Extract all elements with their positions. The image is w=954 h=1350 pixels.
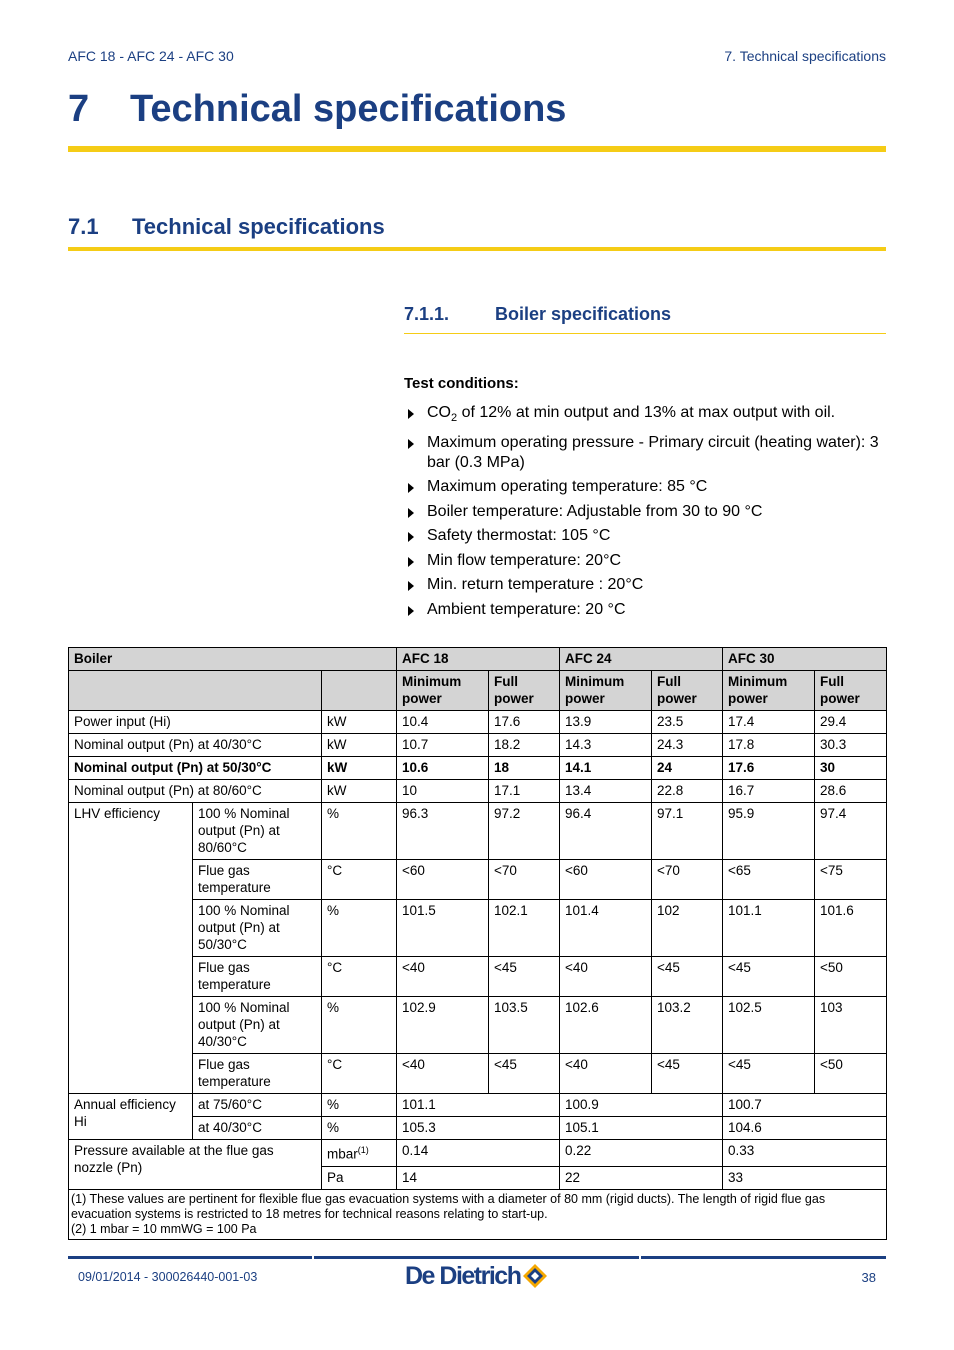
value-cell: 103.5 bbox=[489, 997, 560, 1054]
value-cell: <40 bbox=[397, 957, 489, 997]
unit-cell: % bbox=[322, 1117, 397, 1140]
condition-text: Maximum operating temperature: 85 °C bbox=[427, 478, 708, 496]
header-cell bbox=[322, 671, 397, 711]
value-cell: <45 bbox=[652, 957, 723, 997]
row-sublabel: Flue gas temperature bbox=[193, 1054, 322, 1094]
value-cell: 102.9 bbox=[397, 997, 489, 1054]
value-cell: 16.7 bbox=[723, 780, 815, 803]
value-cell: 14.3 bbox=[560, 734, 652, 757]
row-label: Nominal output (Pn) at 50/30°C bbox=[69, 757, 322, 780]
value-cell: 14.1 bbox=[560, 757, 652, 780]
bullet-arrow-icon bbox=[408, 508, 414, 518]
value-cell: <45 bbox=[723, 1054, 815, 1094]
value-cell: <75 bbox=[815, 860, 887, 900]
header-cell: Boiler bbox=[69, 648, 397, 671]
footer-doc-ref: 09/01/2014 - 300026440-001-03 bbox=[78, 1270, 258, 1284]
value-cell: <40 bbox=[560, 957, 652, 997]
value-cell: 96.4 bbox=[560, 803, 652, 860]
value-cell: 97.2 bbox=[489, 803, 560, 860]
value-cell: 102.6 bbox=[560, 997, 652, 1054]
value-cell: 23.5 bbox=[652, 711, 723, 734]
unit-cell: kW bbox=[322, 711, 397, 734]
value-cell: <45 bbox=[489, 1054, 560, 1094]
row-sublabel: at 40/30°C bbox=[193, 1117, 322, 1140]
boiler-spec-table bbox=[68, 647, 887, 1240]
list-item bbox=[404, 526, 886, 546]
footer-rule bbox=[314, 1256, 639, 1259]
value-cell: <70 bbox=[489, 860, 560, 900]
section-rule bbox=[68, 247, 886, 251]
unit-cell: kW bbox=[322, 757, 397, 780]
header-cell: Minimum power bbox=[723, 671, 815, 711]
value-cell: 101.1 bbox=[397, 1094, 560, 1117]
row-sublabel: 100 % Nominal output (Pn) at 40/30°C bbox=[193, 997, 322, 1054]
condition-text: Min flow temperature: 20°C bbox=[427, 551, 622, 569]
test-conditions-title: Test conditions: bbox=[404, 375, 519, 392]
value-cell: 14 bbox=[397, 1166, 560, 1189]
value-cell: 0.14 bbox=[397, 1140, 560, 1167]
value-cell: 22 bbox=[560, 1166, 723, 1189]
value-cell: 29.4 bbox=[815, 711, 887, 734]
list-item bbox=[404, 502, 886, 522]
value-cell: 24 bbox=[652, 757, 723, 780]
value-cell: 97.4 bbox=[815, 803, 887, 860]
value-cell: 102 bbox=[652, 900, 723, 957]
value-cell: 96.3 bbox=[397, 803, 489, 860]
footnote-row bbox=[69, 1189, 887, 1239]
unit-cell: Pa bbox=[322, 1166, 397, 1189]
value-cell: 0.22 bbox=[560, 1140, 723, 1167]
value-cell: 101.1 bbox=[723, 900, 815, 957]
row-label: Pressure available at the flue gas nozzle (Pn) bbox=[69, 1140, 322, 1190]
footer-rule bbox=[641, 1256, 886, 1259]
value-cell: 17.8 bbox=[723, 734, 815, 757]
value-cell: <60 bbox=[560, 860, 652, 900]
table-row bbox=[69, 711, 887, 734]
bullet-arrow-icon bbox=[408, 439, 414, 449]
value-cell: 17.6 bbox=[723, 757, 815, 780]
row-label: Nominal output (Pn) at 40/30°C bbox=[69, 734, 322, 757]
header-cell: Minimum power bbox=[560, 671, 652, 711]
footnote: (1) These values are pertinent for flexible flue gas evacuation systems with a diameter of 80 mm (rigid ducts). The length of rigid flue gas evacuation systems is restricted to 18 metres for technical reasons relating to start-up. bbox=[71, 1191, 826, 1221]
value-cell: 10.6 bbox=[397, 757, 489, 780]
table-subheader-row bbox=[69, 671, 887, 711]
value-cell: 10.7 bbox=[397, 734, 489, 757]
value-cell: 10 bbox=[397, 780, 489, 803]
bullet-arrow-icon bbox=[408, 581, 414, 591]
subsection-title bbox=[404, 304, 671, 325]
header-cell: AFC 30 bbox=[723, 648, 887, 671]
unit-cell: % bbox=[322, 1094, 397, 1117]
bullet-arrow-icon bbox=[408, 483, 414, 493]
unit-cell: kW bbox=[322, 780, 397, 803]
subsection-title-text: Boiler specifications bbox=[495, 304, 672, 324]
value-cell: 10.4 bbox=[397, 711, 489, 734]
row-sublabel: Flue gas temperature bbox=[193, 957, 322, 997]
value-cell: <70 bbox=[652, 860, 723, 900]
chapter-title-text: Technical specifications bbox=[130, 88, 567, 130]
value-cell: 103 bbox=[815, 997, 887, 1054]
value-cell: 97.1 bbox=[652, 803, 723, 860]
row-sublabel: 100 % Nominal output (Pn) at 80/60°C bbox=[193, 803, 322, 860]
unit-cell: °C bbox=[322, 860, 397, 900]
row-sublabel: Flue gas temperature bbox=[193, 860, 322, 900]
list-item bbox=[404, 433, 886, 473]
table-row bbox=[69, 780, 887, 803]
condition-text: Ambient temperature: 20 °C bbox=[427, 600, 626, 618]
condition-text: Boiler temperature: Adjustable from 30 to 90 °C bbox=[427, 502, 763, 520]
section-title bbox=[68, 214, 385, 240]
value-cell: 17.1 bbox=[489, 780, 560, 803]
value-cell: 0.33 bbox=[723, 1140, 887, 1167]
co2-condition-text: of 12% at min output and 13% at max output with oil. bbox=[457, 404, 836, 421]
list-item bbox=[404, 575, 886, 595]
list-item bbox=[404, 600, 886, 620]
row-label: Power input (Hi) bbox=[69, 711, 322, 734]
value-cell: 101.5 bbox=[397, 900, 489, 957]
unit-cell: kW bbox=[322, 734, 397, 757]
subsection-rule bbox=[404, 333, 886, 334]
value-cell: 18.2 bbox=[489, 734, 560, 757]
chapter-number: 7 bbox=[68, 88, 90, 130]
list-item bbox=[404, 551, 886, 571]
value-cell: 24.3 bbox=[652, 734, 723, 757]
header-chapter: 7. Technical specifications bbox=[724, 48, 886, 64]
value-cell: <45 bbox=[652, 1054, 723, 1094]
unit-cell: mbar$^{(1)}$ bbox=[322, 1140, 397, 1167]
subsection-number: 7.1.1. bbox=[404, 304, 450, 324]
value-cell: 102.5 bbox=[723, 997, 815, 1054]
header-cell: Full power bbox=[489, 671, 560, 711]
header-doc-models: AFC 18 - AFC 24 - AFC 30 bbox=[68, 48, 234, 64]
list-item bbox=[404, 477, 886, 497]
chapter-rule bbox=[68, 146, 886, 152]
bullet-arrow-icon bbox=[408, 532, 414, 542]
value-cell: 30 bbox=[815, 757, 887, 780]
co2-subscript: 2 bbox=[451, 412, 458, 425]
bullet-arrow-icon bbox=[408, 557, 414, 567]
table-row bbox=[69, 1140, 887, 1167]
value-cell: 103.2 bbox=[652, 997, 723, 1054]
condition-text: Min. return temperature : 20°C bbox=[427, 576, 644, 594]
footnote: (2) 1 mbar = 10 mmWG = 100 Pa bbox=[71, 1221, 257, 1236]
co2-text: CO bbox=[427, 404, 451, 421]
value-cell: <50 bbox=[815, 957, 887, 997]
footer-rule bbox=[68, 1256, 312, 1259]
value-cell: 22.8 bbox=[652, 780, 723, 803]
section-title-text: Technical specifications bbox=[132, 214, 385, 239]
unit-cell: °C bbox=[322, 957, 397, 997]
list-item bbox=[404, 403, 886, 428]
value-cell: 33 bbox=[723, 1166, 887, 1189]
brand-diamond-icon bbox=[522, 1263, 548, 1289]
table-row bbox=[69, 734, 887, 757]
unit-cell: °C bbox=[322, 1054, 397, 1094]
header-cell: Full power bbox=[815, 671, 887, 711]
value-cell: 102.1 bbox=[489, 900, 560, 957]
value-cell: 100.7 bbox=[723, 1094, 887, 1117]
row-label: Annual efficiency Hi bbox=[69, 1094, 193, 1140]
section-number: 7.1 bbox=[68, 214, 99, 239]
chapter-title bbox=[68, 88, 886, 131]
brand-logo: De Dietrich bbox=[405, 1262, 521, 1290]
value-cell: <40 bbox=[397, 1054, 489, 1094]
value-cell: <65 bbox=[723, 860, 815, 900]
page-number: 38 bbox=[861, 1270, 876, 1285]
value-cell: <40 bbox=[560, 1054, 652, 1094]
value-cell: 17.6 bbox=[489, 711, 560, 734]
unit-cell: % bbox=[322, 803, 397, 860]
value-cell: <50 bbox=[815, 1054, 887, 1094]
value-cell: 13.4 bbox=[560, 780, 652, 803]
condition-text: Safety thermostat: 105 °C bbox=[427, 527, 611, 545]
value-cell: 95.9 bbox=[723, 803, 815, 860]
value-cell: 28.6 bbox=[815, 780, 887, 803]
value-cell: 105.1 bbox=[560, 1117, 723, 1140]
value-cell: 104.6 bbox=[723, 1117, 887, 1140]
bullet-arrow-icon bbox=[408, 409, 414, 419]
footnote-cell bbox=[69, 1189, 887, 1239]
header-cell: Full power bbox=[652, 671, 723, 711]
condition-text: Maximum operating pressure - Primary circuit (heating water): 3 bar (0.3 MPa) bbox=[427, 433, 879, 471]
value-cell: 105.3 bbox=[397, 1117, 560, 1140]
table-header-row bbox=[69, 648, 887, 671]
value-cell: 101.4 bbox=[560, 900, 652, 957]
table-row bbox=[69, 757, 887, 780]
row-sublabel: at 75/60°C bbox=[193, 1094, 322, 1117]
bullet-arrow-icon bbox=[408, 606, 414, 616]
table-row bbox=[69, 803, 887, 860]
unit-cell: % bbox=[322, 997, 397, 1054]
header-cell: Minimum power bbox=[397, 671, 489, 711]
test-conditions-list bbox=[404, 403, 886, 624]
unit-cell: % bbox=[322, 900, 397, 957]
value-cell: <60 bbox=[397, 860, 489, 900]
row-sublabel: 100 % Nominal output (Pn) at 50/30°C bbox=[193, 900, 322, 957]
value-cell: 13.9 bbox=[560, 711, 652, 734]
value-cell: 101.6 bbox=[815, 900, 887, 957]
header-cell: AFC 24 bbox=[560, 648, 723, 671]
row-label: Nominal output (Pn) at 80/60°C bbox=[69, 780, 322, 803]
row-label: LHV efficiency bbox=[69, 803, 193, 1094]
value-cell: 30.3 bbox=[815, 734, 887, 757]
header-cell: AFC 18 bbox=[397, 648, 560, 671]
value-cell: <45 bbox=[723, 957, 815, 997]
header-cell bbox=[69, 671, 322, 711]
value-cell: <45 bbox=[489, 957, 560, 997]
table-row bbox=[69, 1094, 887, 1117]
value-cell: 18 bbox=[489, 757, 560, 780]
value-cell: 17.4 bbox=[723, 711, 815, 734]
footnote-ref: (1) bbox=[357, 1145, 369, 1155]
value-cell: 100.9 bbox=[560, 1094, 723, 1117]
